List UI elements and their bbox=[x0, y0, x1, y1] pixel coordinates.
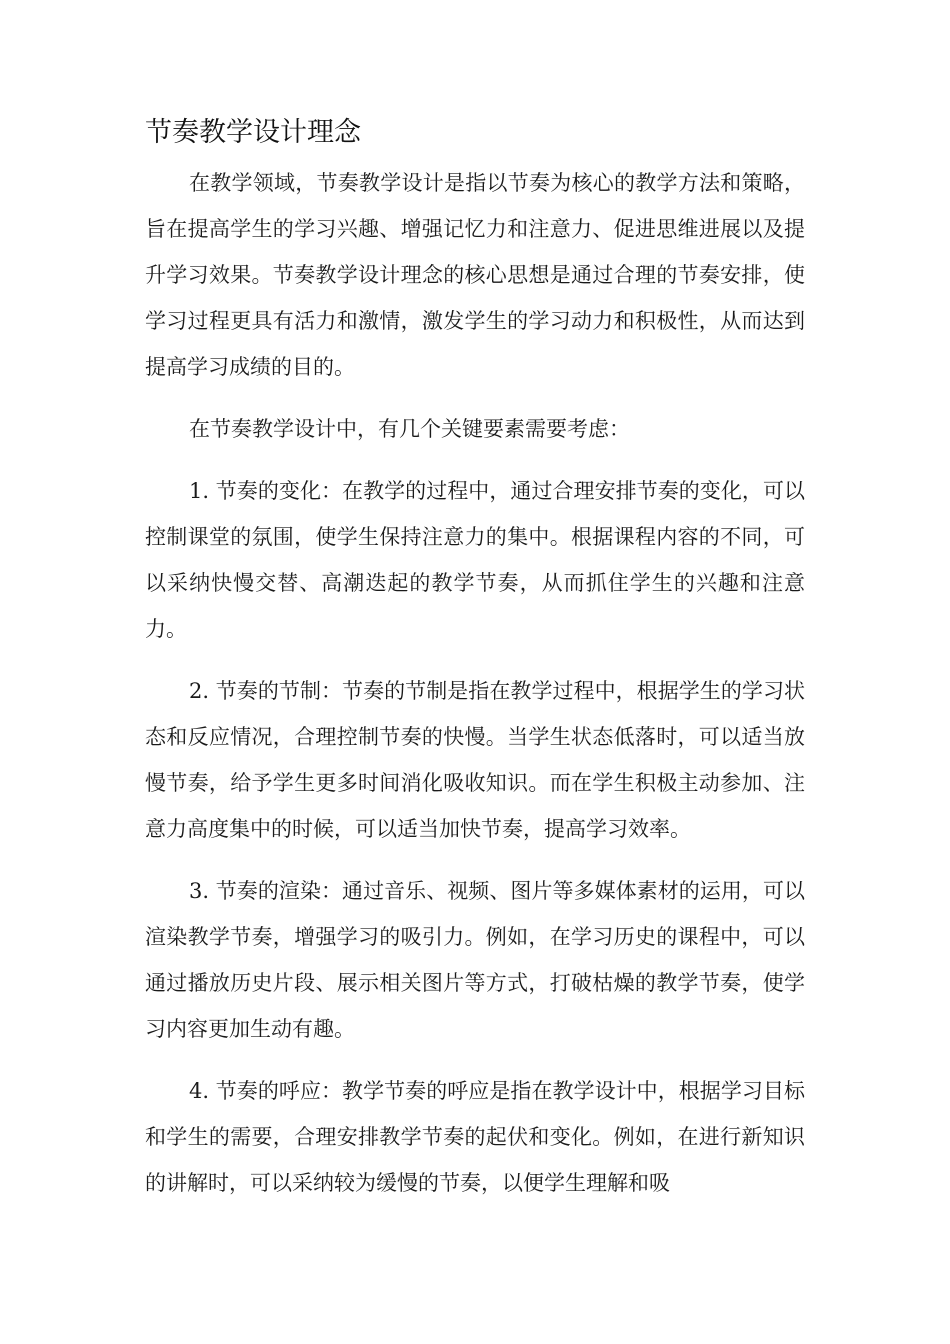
document-body bbox=[145, 160, 805, 1222]
paragraph-rhythm-change: 1. 节奏的变化：在教学的过程中，通过合理安排节奏的变化，可以控制课堂的氛围，使学生保持注意力的集中。根据课程内容的不同，可以采纳快慢交替、高潮迭起的教学节奏，从而抓住学生的兴趣和注意力。 bbox=[145, 479, 805, 641]
document-title: 节奏教学设计理念 bbox=[145, 117, 361, 148]
paragraph-intro: 在教学领域，节奏教学设计是指以节奏为核心的教学方法和策略，旨在提高学生的学习兴趣、增强记忆力和注意力、促进思维进展以及提升学习效果。节奏教学设计理念的核心思想是通过合理的节奏安排，使学习过程更具有活力和激情，激发学生的学习动力和积极性，从而达到提高学习成绩的目的。 bbox=[145, 171, 805, 379]
paragraph-rhythm-rendering: 3. 节奏的渲染：通过音乐、视频、图片等多媒体素材的运用，可以渲染教学节奏，增强学习的吸引力。例如，在学习历史的课程中，可以通过播放历史片段、展示相关图片等方式，打破枯燥的教学节奏，使学习内容更加生动有趣。 bbox=[145, 879, 805, 1041]
paragraph-key-elements: 在节奏教学设计中，有几个关键要素需要考虑： bbox=[189, 417, 630, 441]
paragraph-rhythm-echo: 4. 节奏的呼应：教学节奏的呼应是指在教学设计中，根据学习目标和学生的需要，合理安排教学节奏的起伏和变化。例如，在进行新知识的讲解时，可以采纳较为缓慢的节奏，以便学生理解和吸 bbox=[145, 1079, 805, 1195]
paragraph-rhythm-control: 2. 节奏的节制：节奏的节制是指在教学过程中，根据学生的学习状态和反应情况，合理控制节奏的快慢。当学生状态低落时，可以适当放慢节奏，给予学生更多时间消化吸收知识。而在学生积极主动参加、注意力高度集中的时候，可以适当加快节奏，提高学习效率。 bbox=[145, 679, 805, 841]
